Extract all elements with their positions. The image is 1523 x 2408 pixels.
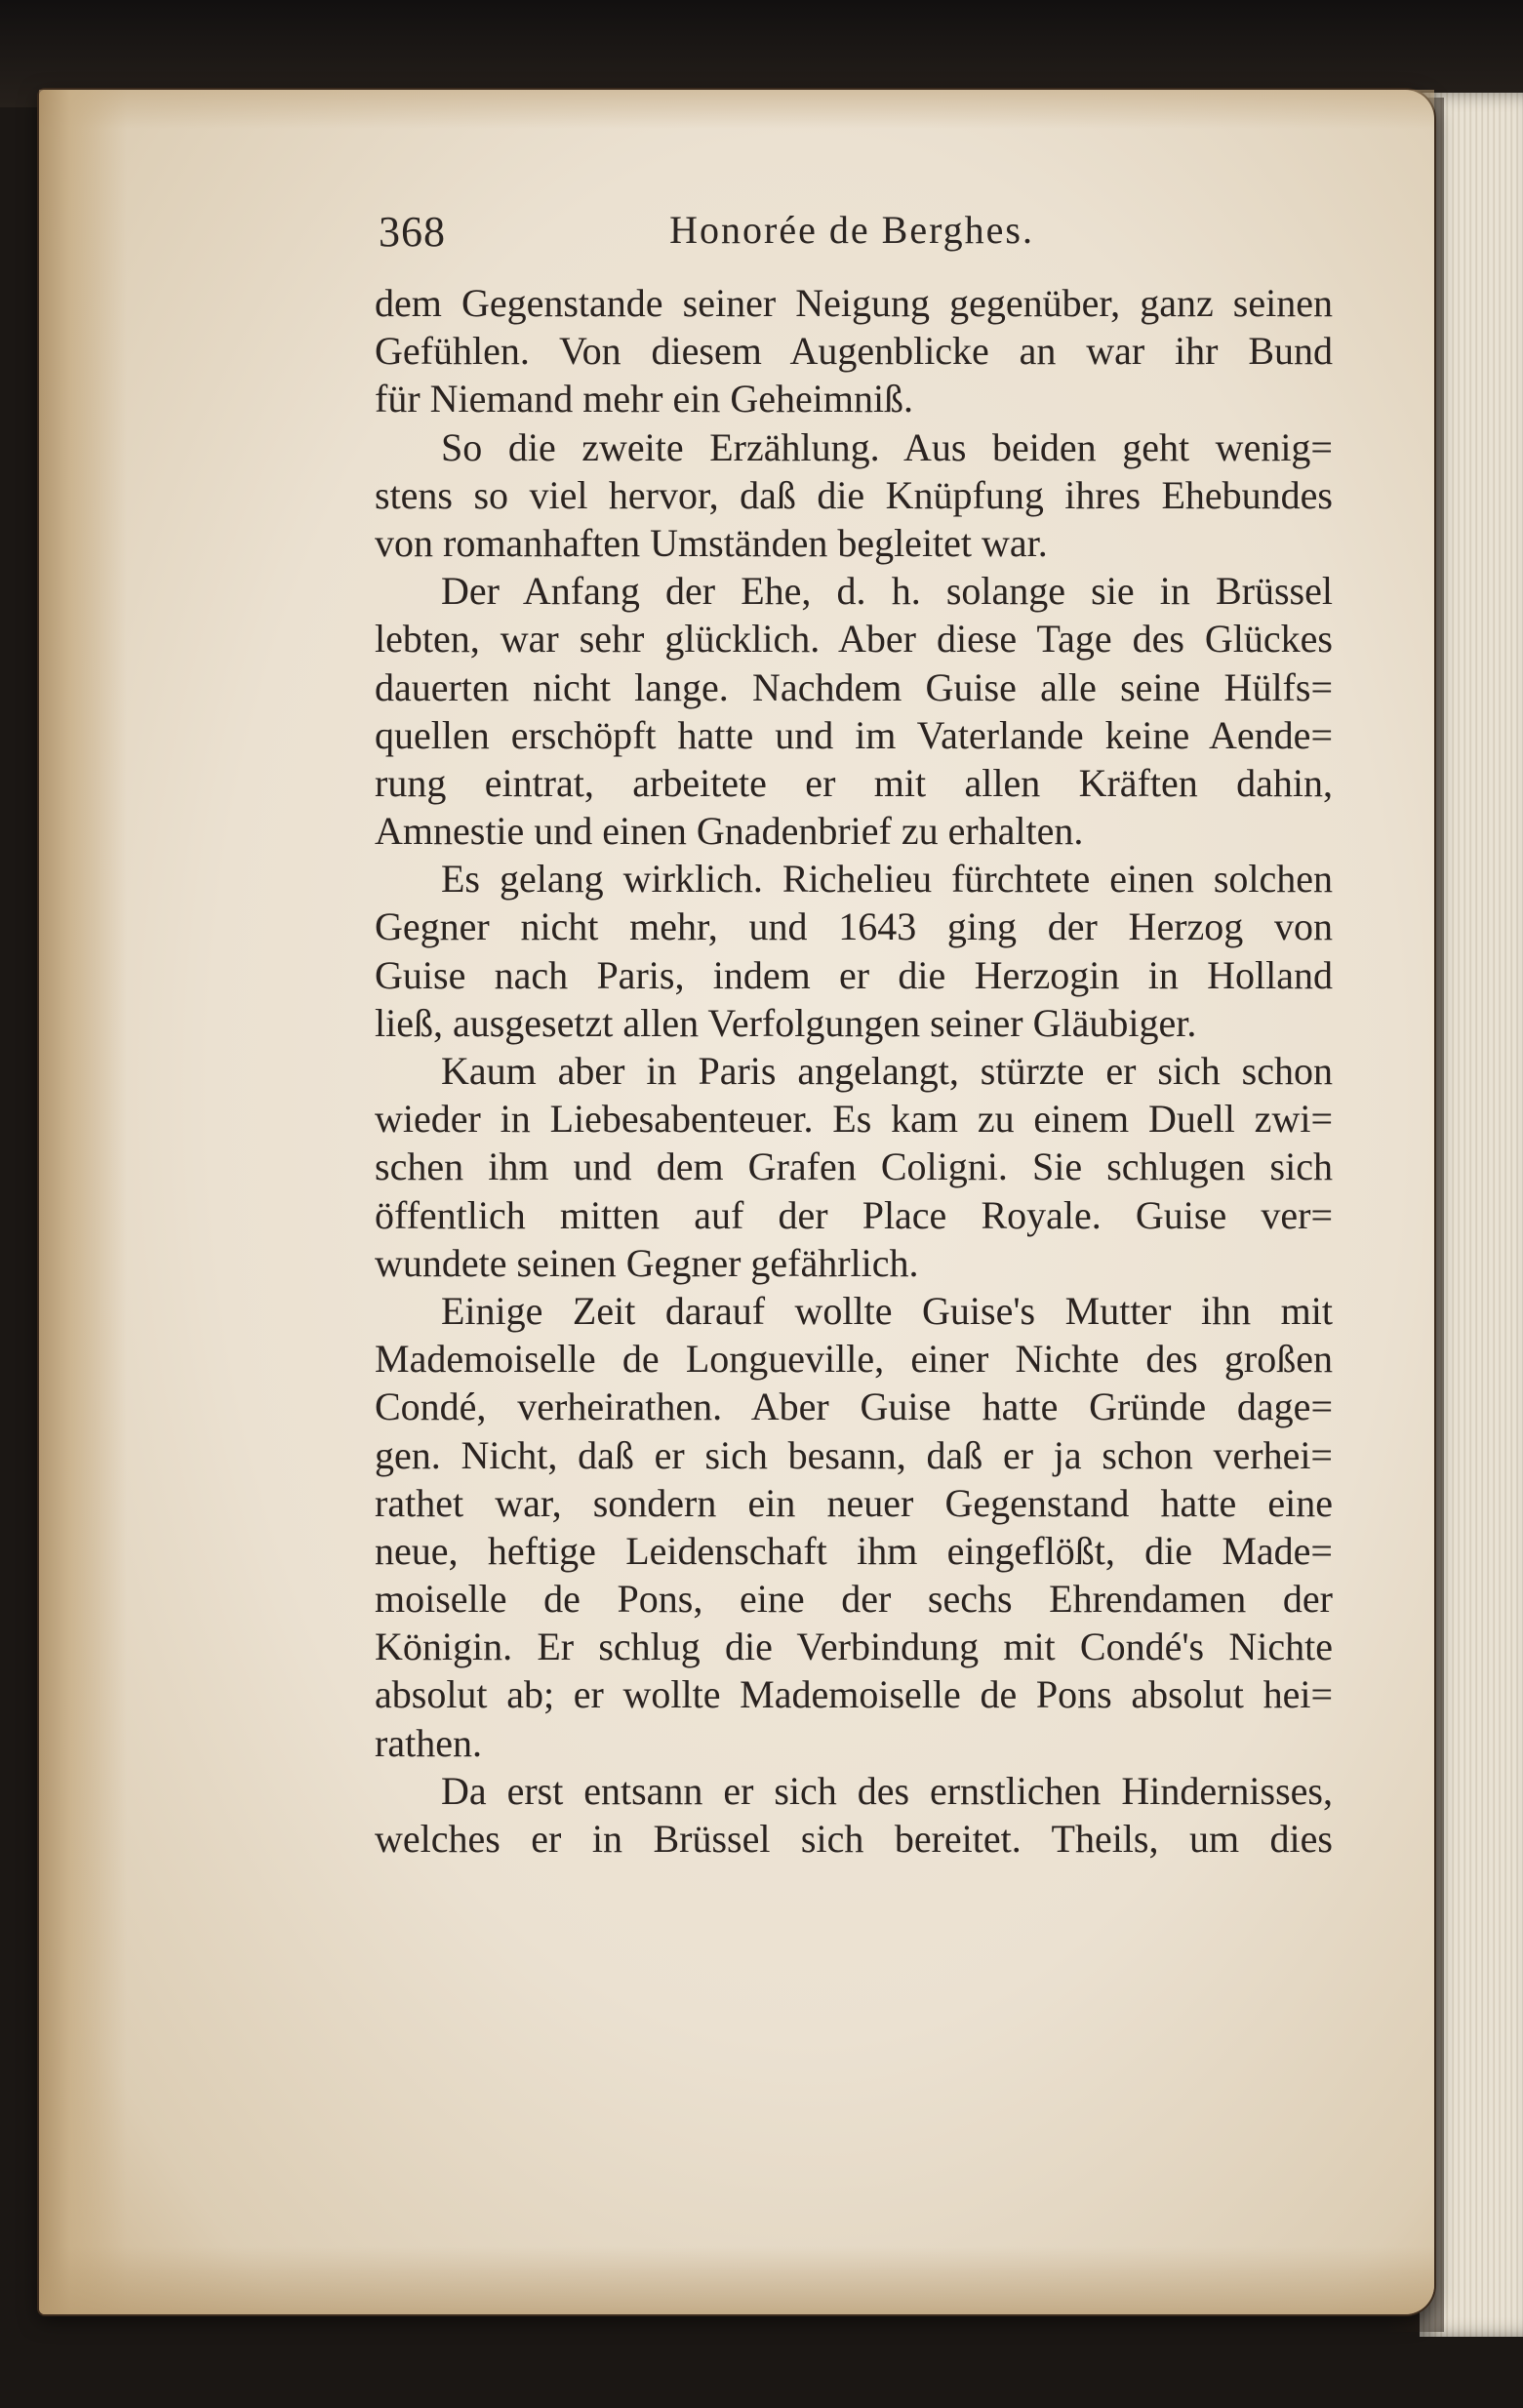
text-line: Der Anfang der Ehe, d. h. solange sie in Brüssel [441,569,1333,614]
text-line: wundete seinen Gegner gefährlich. [375,1240,919,1285]
page-number: 368 [379,208,446,256]
text-line: für Niemand mehr ein Geheimniß. [375,377,914,421]
text-line: rathet war, sondern ein neuer Gegenstand hatte eine [375,1480,1333,1525]
text-line: Da erst entsann er sich des ernstlichen Hindernisses, [441,1768,1333,1813]
text-line: quellen erschöpft hatte und im Vaterlande keine Aende= [375,712,1333,757]
text-line: Gegner nicht mehr, und 1643 ging der Herzog von [375,904,1333,949]
text-line: wieder in Liebesabenteuer. Es kam zu einem Duell zwi= [375,1097,1333,1142]
text-line: Condé, verheirathen. Aber Guise hatte Gründe dage= [375,1385,1333,1429]
text-line: schen ihm und dem Grafen Coligni. Sie schlugen sich [375,1144,1333,1189]
text-line: stens so viel hervor, daß die Knüpfung ihres Ehebundes [375,472,1333,517]
text-line: Mademoiselle de Longueville, einer Nichte des großen [375,1337,1333,1382]
text-line: gen. Nicht, daß er sich besann, daß er ja schon verhei= [375,1432,1333,1477]
page-left-edge [39,90,127,2314]
text-line: So die zweite Erzählung. Aus beiden geht wenig= [441,424,1333,469]
text-line: Es gelang wirklich. Richelieu fürchtete einen solchen [441,857,1333,902]
text-line: Königin. Er schlug die Verbindung mit Condé's Nichte [375,1625,1333,1669]
text-line: lebten, war sehr glücklich. Aber diese Tage des Glückes [375,617,1333,662]
running-head [379,207,1034,265]
page-bottom-edge [39,2246,1434,2314]
text-line: rathen. [375,1720,482,1765]
text-line: Einige Zeit darauf wollte Guise's Mutter ihn mit [441,1288,1333,1333]
text-line: dauerten nicht lange. Nachdem Guise alle seine Hülfs= [375,664,1333,709]
text-line: absolut ab; er wollte Mademoiselle de Pons absolut hei= [375,1672,1333,1717]
text-line: neue, heftige Leidenschaft ihm eingeflößt, die Made= [375,1528,1333,1573]
running-title: Honorée de Berghes. [669,208,1034,252]
text-line: welches er in Brüssel sich bereitet. Theils, um dies [375,1817,1333,1861]
page-top-edge [39,90,1434,129]
text-line: Kaum aber in Paris angelangt, stürzte er sich schon [441,1049,1333,1093]
text-line: Guise nach Paris, indem er die Herzogin in Holland [375,952,1333,997]
text-line: Amnestie und einen Gnadenbrief zu erhalten. [375,809,1084,854]
text-line: Gefühlen. Von diesem Augenblicke an war ihr Bund [375,329,1333,374]
text-line: moiselle de Pons, eine der sechs Ehrendamen der [375,1577,1333,1622]
text-line: von romanhaften Umständen begleitet war. [375,520,1048,565]
text-line: rung eintrat, arbeitete er mit allen Kräften dahin, [375,760,1333,805]
body-text [375,279,1333,1863]
text-line: öffentlich mitten auf der Place Royale. Guise ver= [375,1192,1333,1237]
text-line: ließ, ausgesetzt allen Verfolgungen seiner Gläubiger. [375,1000,1197,1045]
text-line: dem Gegenstande seiner Neigung gegenüber, ganz seinen [375,281,1333,325]
